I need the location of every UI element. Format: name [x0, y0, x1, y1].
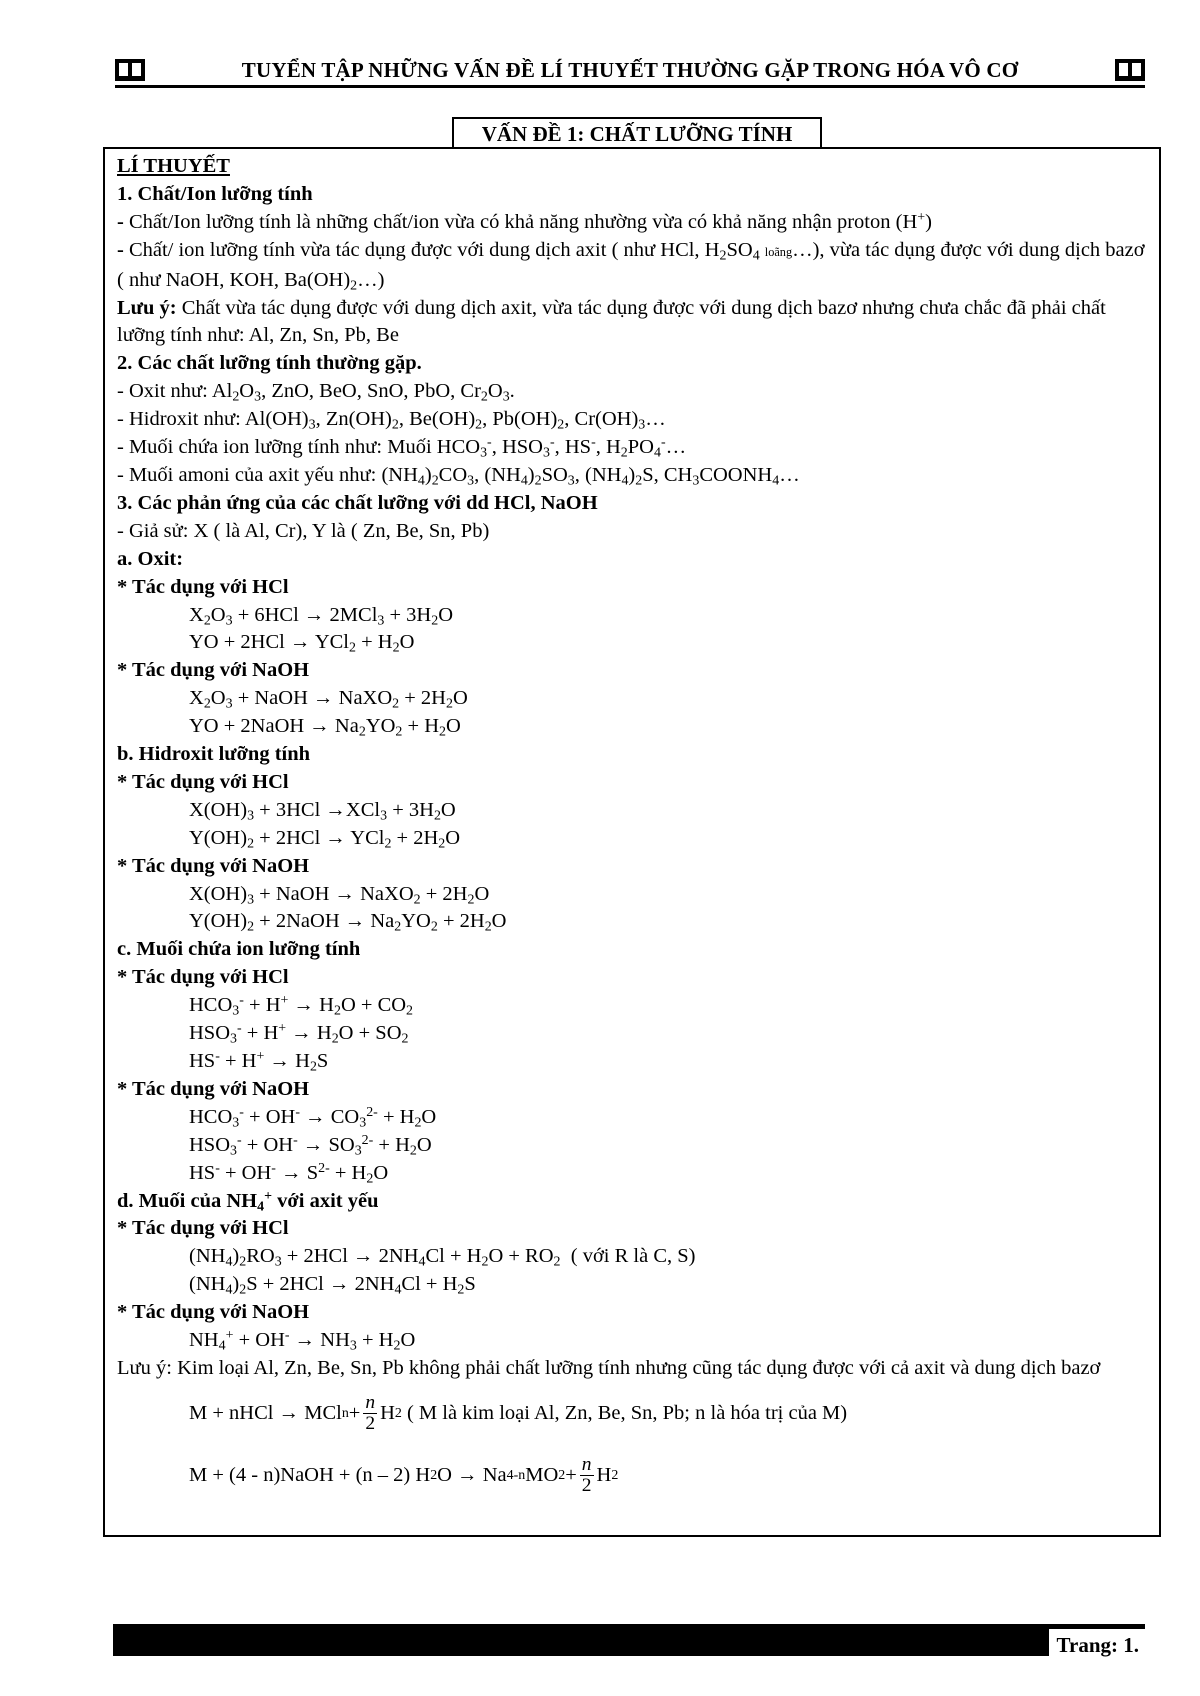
s1-paragraph-1: - Chất/Ion lưỡng tính là những chất/ion vừa có khả năng nhường vừa có khả năng nhận proton (H+): [117, 209, 932, 233]
c-title: c. Muối chứa ion lưỡng tính: [117, 938, 361, 961]
s2-hidroxit: - Hidroxit như: $Al(OH)_3$, $Zn(OH)_2$, $Be(OH)_2$, $Pb(OH)_2$, $Cr(OH)_3\dots$: [117, 408, 666, 433]
equation: $NH_4^+ + OH^- \to NH_3 + H_2O$: [189, 1328, 416, 1354]
page-header: [115, 55, 1145, 88]
s2-oxit-label: - Oxit như:: [117, 380, 212, 403]
s1-note-text: Chất vừa tác dụng được với dung dịch axit, vừa tác dụng được với dung dịch bazơ nhưng chưa chắc đã phải chất lưỡng tính như: Al, Zn, Sn, Pb, Be: [117, 296, 1106, 347]
s2-title: 2. Các chất lưỡng tính thường gặp.: [117, 352, 422, 375]
s1-p2b-text: …), vừa tác dụng được với dung dịch bazơ ( như NaOH, KOH, Ba(OH): [117, 238, 1145, 291]
equation: $HSO_3^- + OH^- \to SO_3^{2-} + H_2O$: [189, 1132, 432, 1159]
s2-oxit: - Oxit như: $Al_2O_3$, ZnO, BeO, SnO, PbO, $Cr_2O_3$.: [117, 380, 515, 405]
s2-muoi: - Muối chứa ion lưỡng tính như: Muối $HCO_3^-$, $HSO_3^-$, HS-, $H_2PO_4^-\dots$: [117, 435, 687, 461]
s1-p2a-text: Chất/ ion lưỡng tính vừa tác dụng được với dung dịch axit ( như HCl, H: [128, 238, 720, 261]
m-hcl-note: ( M là kim loại Al, Zn, Be, Sn, Pb; n là hóa trị của M): [406, 1401, 848, 1424]
s3-gia-su: - Giả sử: X ( là Al, Cr), Y là ( Zn, Be, Sn, Pb): [117, 519, 490, 542]
section-title: VẤN ĐỀ 1: CHẤT LƯỠNG TÍNH: [452, 117, 822, 149]
equation: M + nHCl → MCl n + $\frac{n}{2}$ H 2 ( M là kim loại Al, Zn, Be, Sn, Pb; n là hóa trị của M): [189, 1391, 848, 1435]
b-title: b. Hidroxit lưỡng tính: [117, 743, 311, 766]
tac-dung-naoh: * Tác dụng với NaOH: [117, 1077, 310, 1100]
s1-paragraph-2: - Chất/ ion lưỡng tính vừa tác dụng được với dung dịch axit ( như HCl, $H_2SO_4$ loãng…), vừa tác dụng được với dung dịch bazơ ( như NaOH, KOH, $Ba(OH)_2\dots$): [117, 238, 1145, 294]
d-title: d. Muối của $NH_4^+$ với axit yếu: [117, 1188, 379, 1215]
equation: $X(OH)_3 + 3HCl \to XCl_3 + 3H_2O$: [189, 798, 456, 824]
s1-p1-text: Chất/Ion lưỡng tính là những chất/ion vừa có khả năng nhường vừa có khả năng nhận proton (H: [128, 210, 918, 233]
d-note-r: ( với R là C, S): [570, 1245, 696, 1268]
fraction: $\frac{n}{2}$: [365, 1391, 376, 1435]
tac-dung-naoh: * Tác dụng với NaOH: [117, 659, 310, 682]
tac-dung-hcl: * Tác dụng với HCl: [117, 770, 289, 793]
equation: YO + 2NaOH → $Na_2YO_2 + H_2O$: [189, 715, 461, 740]
equation: $HCO_3^- + H^+ \to H_2O + CO_2$: [189, 993, 414, 1019]
tac-dung-naoh: * Tác dụng với NaOH: [117, 1301, 310, 1324]
d-title-a: d. Muối của NH: [117, 1189, 258, 1212]
header-title: TUYỂN TẬP NHỮNG VẤN ĐỀ LÍ THUYẾT THƯỜNG GẶP TRONG HÓA VÔ CƠ: [241, 57, 1019, 82]
equation: $X_2O_3 + 6HCl \to 2MCl_3 + 3H_2O$: [189, 603, 454, 628]
tac-dung-naoh: * Tác dụng với NaOH: [117, 854, 310, 877]
a-title: a. Oxit:: [117, 547, 184, 570]
s3-title: 3. Các phản ứng của các chất lưỡng với dd HCl, NaOH: [117, 491, 598, 514]
equation: $X_2O_3$ + NaOH → NaXO$_2$ + $2H_2O$: [189, 687, 468, 712]
s1-note: [117, 295, 1147, 351]
s2-amoni: - Muối amoni của axit yếu như: $(NH_4)_2CO_3$, $(NH_4)_2SO_3$, $(NH_4)_2S$, $CH_3COONH_4\dots$: [117, 463, 800, 489]
s2-hidroxit-label: - Hidroxit như:: [117, 408, 245, 431]
s2-amoni-label: - Muối amoni của axit yếu như:: [117, 463, 382, 486]
equation: $HS^- + OH^- \to S^{2-} + H_2O$: [189, 1160, 389, 1187]
s1-title: 1. Chất/Ion lưỡng tính: [117, 182, 313, 205]
metal-note: Lưu ý: Kim loại Al, Zn, Be, Sn, Pb không phải chất lưỡng tính nhưng cũng tác dụng được với cả axit và dung dịch bazơ: [117, 1356, 1101, 1379]
book-icon: [115, 59, 145, 81]
fraction: $\frac{n}{2}$: [581, 1453, 592, 1497]
equation: YO + $2HCl \to YCl_2 + H_2O$: [189, 631, 415, 656]
tac-dung-hcl: * Tác dụng với HCl: [117, 575, 289, 598]
page-footer: [113, 1624, 1145, 1656]
book-icon: [1115, 59, 1145, 81]
tac-dung-hcl: * Tác dụng với HCl: [117, 966, 289, 989]
theory-heading: LÍ THUYẾT: [117, 155, 230, 177]
s2-muoi-label: - Muối chứa ion lưỡng tính như: Muối: [117, 436, 437, 459]
equation: $HSO_3^- + H^+ \to H_2O + SO_2$: [189, 1021, 409, 1047]
equation: $Y(OH)_2$ + 2NaOH → $Na_2YO_2 + 2H_2O$: [189, 910, 507, 935]
content-box: [103, 147, 1161, 1537]
page-number: Trang: 1.: [1049, 1629, 1145, 1658]
equation: $X(OH)_3$ + NaOH → NaXO$_2$ + $2H_2O$: [189, 882, 490, 908]
equation: $HCO_3^- + OH^- \to CO_3^{2-} + H_2O$: [189, 1104, 437, 1131]
equation: $Y(OH)_2 + 2HCl \to YCl_2 + 2H_2O$: [189, 826, 461, 852]
equation: $(NH_4)_2S + 2HCl \to 2NH_4Cl + H_2S$: [189, 1273, 476, 1298]
equation: M + (4 - n)NaOH + (n – 2) H 2 O → Na 4-n MO 2 + $\frac{n}{2}$ H 2: [189, 1453, 619, 1497]
equation: $HS^- + H^+ \to H_2S$: [189, 1049, 329, 1075]
tac-dung-hcl: * Tác dụng với HCl: [117, 1217, 289, 1240]
note-label: Lưu ý:: [117, 296, 177, 319]
d-title-b: với axit yếu: [272, 1189, 379, 1212]
equation: $(NH_4)_2RO_3 + 2HCl \to 2NH_4Cl + H_2O + RO_2$ ( với R là C, S): [189, 1245, 696, 1270]
loang-text: loãng: [764, 244, 793, 259]
